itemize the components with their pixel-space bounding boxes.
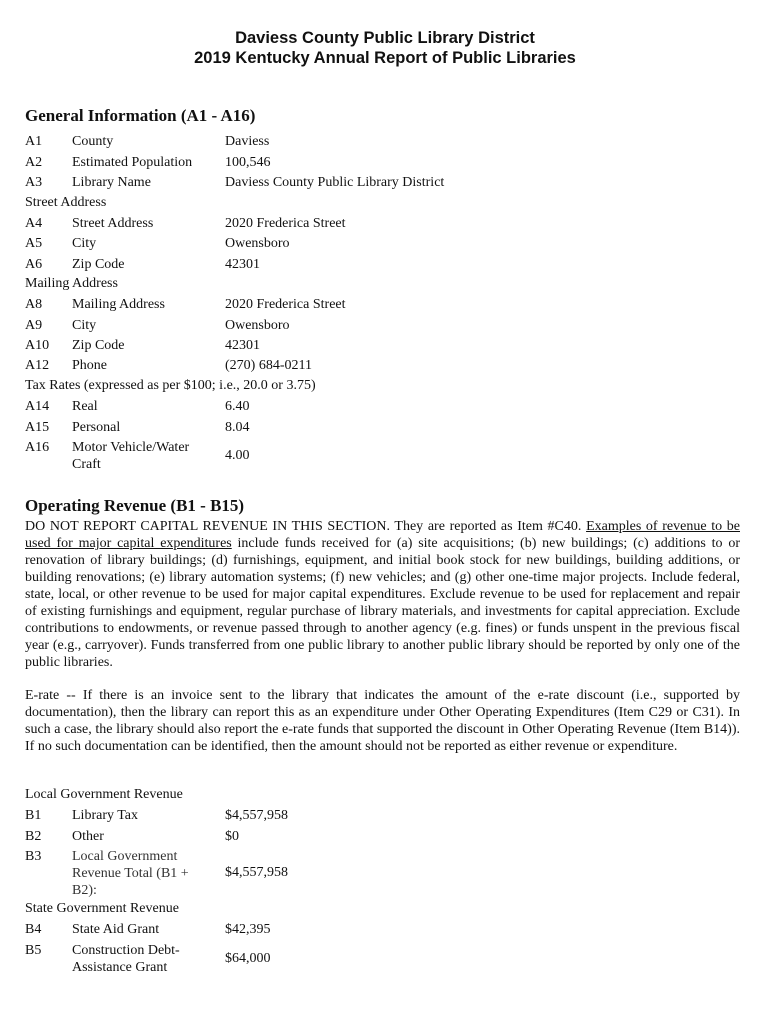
instructions-text-b: include funds received for (a) site acquisitions; (b) new buildings; (c) additions to or renovation of library buildings; (d) furnishings, equipment, and initial book stock for new buildings, building additions, or building renovations; (e) library automation systems; (f) new vehicles; and (g) other one-time major projects. Include federal, state, local, or other revenue to be used for major capital expenditures. Exclude revenue to be used for replacement and repair of existing furnishings and equipment, regular purchase of library materials, and investments for capital appreciation. Exclude contributions to endowments, or revenue passed through to another agency (e.g. fines) or funds unspent in the previous fiscal year (e.g., carryover). Funds transferred from one public library to another public library should be reported by only one of the public libraries. (25, 536, 740, 670)
field-code: A8 (25, 297, 43, 312)
instructions-text-a: DO NOT REPORT CAPITAL REVENUE IN THIS SECTION. They are reported as Item #C40. (25, 519, 587, 534)
field-code: A2 (25, 155, 43, 170)
field-value: 2020 Frederica Street (225, 216, 346, 231)
field-label: County (72, 134, 114, 149)
field-value: Owensboro (225, 236, 290, 251)
field-code: A10 (25, 338, 50, 353)
field-value: 4.00 (225, 448, 250, 463)
report-title-year: 2019 Kentucky Annual Report of Public Libraries (194, 49, 576, 67)
local-government-revenue-subheading: Local Government Revenue (25, 787, 183, 802)
field-code: A15 (25, 420, 50, 435)
field-code: A14 (25, 399, 50, 414)
field-label: Other (72, 829, 104, 844)
street-address-subheading: Street Address (25, 195, 107, 210)
field-label: Personal (72, 420, 121, 435)
operating-revenue-heading: Operating Revenue (B1 - B15) (25, 496, 245, 515)
field-code: B1 (25, 808, 42, 823)
field-code: A9 (25, 318, 43, 333)
field-value: Owensboro (225, 318, 290, 333)
field-value: 100,546 (225, 155, 271, 170)
field-code: A6 (25, 257, 43, 272)
field-code: B5 (25, 943, 42, 958)
field-label: Phone (72, 358, 107, 373)
field-value: $42,395 (225, 922, 271, 937)
capital-revenue-instructions (25, 518, 740, 671)
field-label: Library Name (72, 175, 151, 190)
general-info-heading: General Information (A1 - A16) (25, 106, 256, 125)
field-code: A4 (25, 216, 43, 231)
field-label: State Aid Grant (72, 922, 160, 937)
erate-instructions: E-rate -- If there is an invoice sent to the library that indicates the amount of the e-rate discount (i.e., supported by documentation), then the library can report this as an expenditure under Other Operating Expenditures (Item C29 or C31). In such a case, the library should also report the e-rate funds that supported the discount in Other Operating Revenue (Item B14)). If no such documentation can be identified, then the amount should not be reported as either revenue or expenditure. (25, 688, 740, 754)
field-code: B3 (25, 849, 42, 864)
field-label: Local Government Revenue Total (B1 + B2): (72, 849, 189, 898)
field-value: $4,557,958 (225, 808, 288, 823)
field-label: Estimated Population (72, 155, 193, 170)
field-label: City (72, 236, 97, 251)
state-government-revenue-subheading: State Government Revenue (25, 901, 179, 916)
field-label: Construction Debt-Assistance Grant (72, 943, 180, 975)
field-label: Mailing Address (72, 297, 165, 312)
field-label: Motor Vehicle/Water Craft (72, 440, 190, 472)
report-title-library: Daviess County Public Library District (235, 29, 535, 47)
field-value: $4,557,958 (225, 865, 288, 880)
field-code: A3 (25, 175, 43, 190)
field-code: B4 (25, 922, 42, 937)
field-value: 2020 Frederica Street (225, 297, 346, 312)
field-value: Daviess County Public Library District (225, 175, 445, 190)
field-value: 8.04 (225, 420, 250, 435)
field-label: Zip Code (72, 257, 125, 272)
instructions-underlined-text: Examples of revenue to be used for major capital expenditures (25, 519, 740, 551)
field-value: (270) 684-0211 (225, 358, 312, 373)
field-value: Daviess (225, 134, 270, 149)
field-code: A1 (25, 134, 43, 149)
mailing-address-subheading: Mailing Address (25, 276, 118, 291)
field-code: A16 (25, 440, 50, 455)
field-value: $0 (225, 829, 239, 844)
field-code: A5 (25, 236, 43, 251)
field-value: $64,000 (225, 951, 271, 966)
field-label: City (72, 318, 97, 333)
field-value: 42301 (225, 338, 260, 353)
field-value: 6.40 (225, 399, 250, 414)
tax-rates-subheading: Tax Rates (expressed as per $100; i.e., 20.0 or 3.75) (25, 378, 316, 393)
field-code: B2 (25, 829, 42, 844)
field-code: A12 (25, 358, 50, 373)
field-value: 42301 (225, 257, 260, 272)
field-label: Real (72, 399, 98, 414)
field-label: Zip Code (72, 338, 125, 353)
field-label: Library Tax (72, 808, 139, 823)
field-label: Street Address (72, 216, 154, 231)
